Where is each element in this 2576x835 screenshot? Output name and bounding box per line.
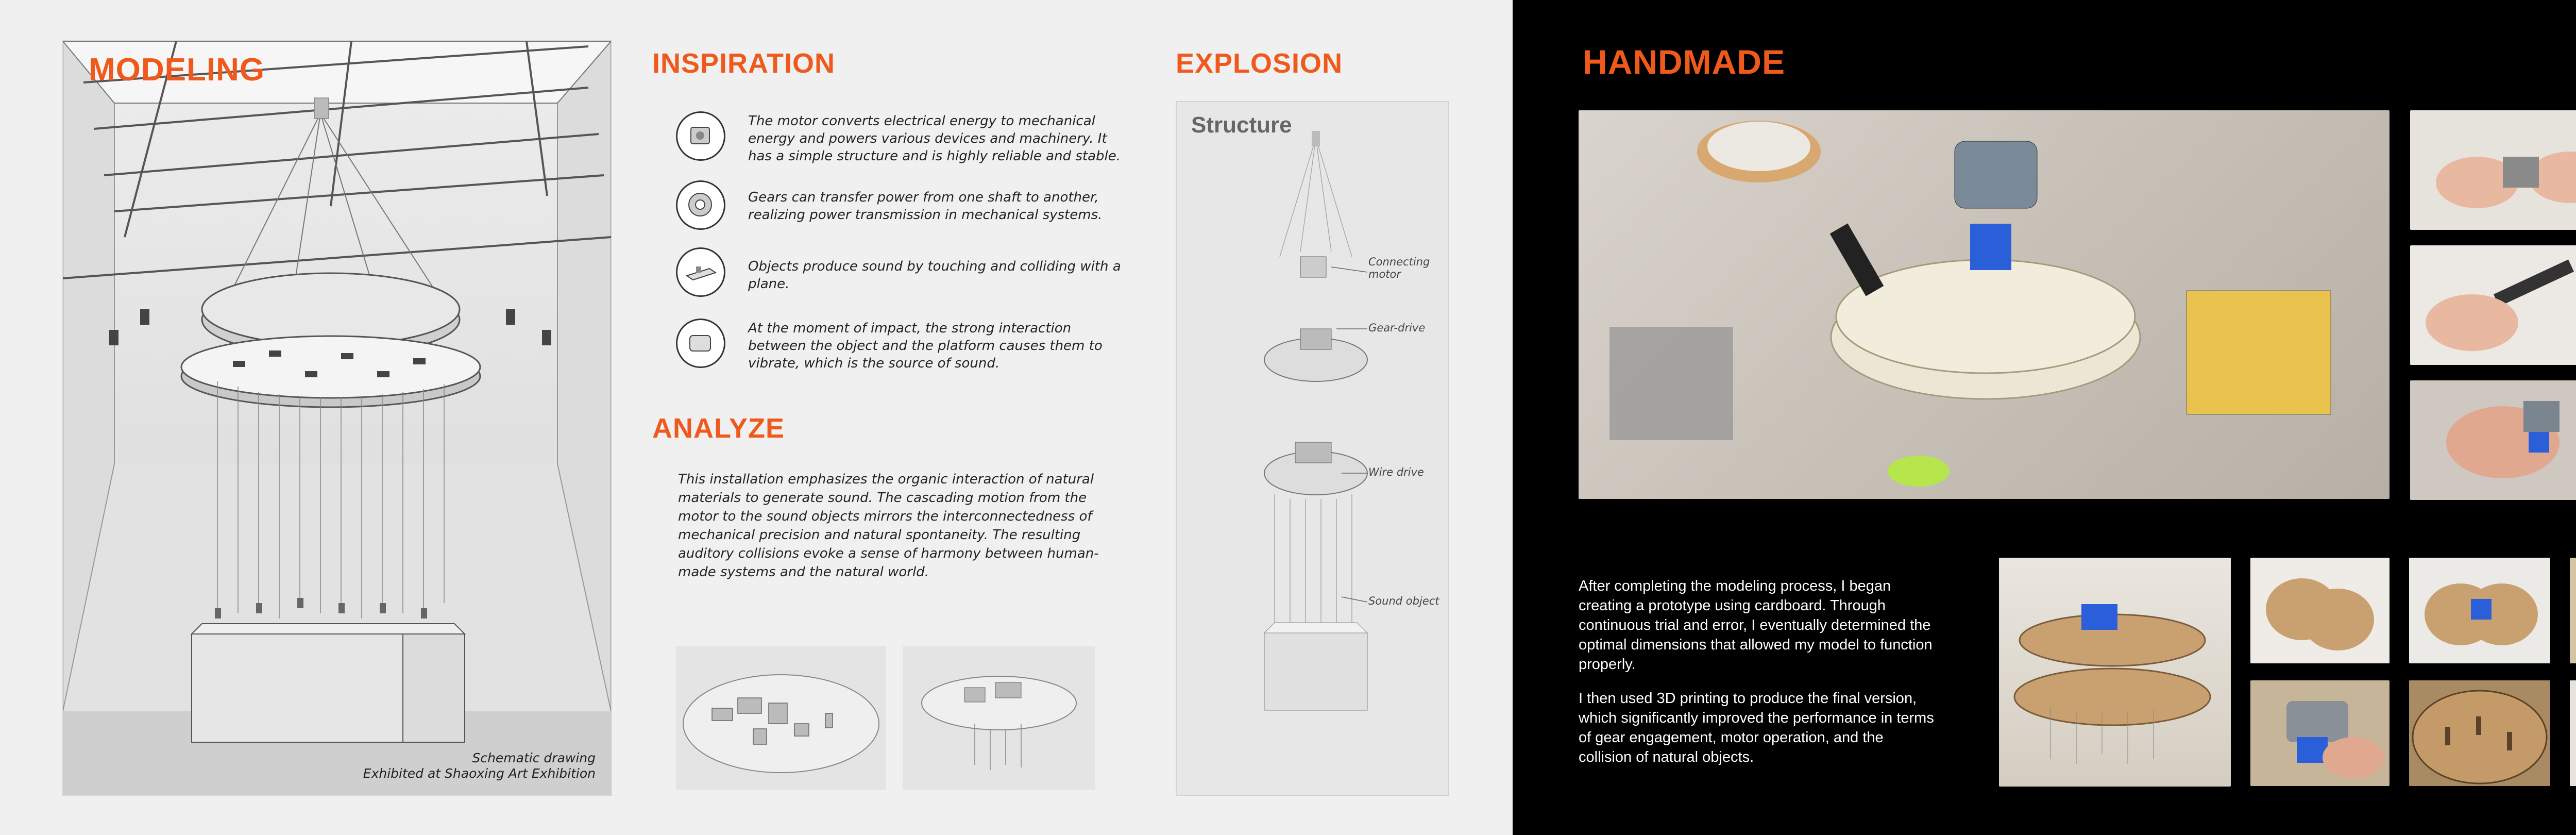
handmade-paragraph-2: I then used 3D printing to produce the final version, which significantly improved the performance in terms of gear engagement, motor operation, and the collision of natural objects. — [1579, 690, 1934, 765]
structure-label: Structure — [1191, 112, 1292, 138]
photo-disc-gear-closeup — [2409, 680, 2550, 786]
caption-line-2: Exhibited at Shaoxing Art Exhibition — [363, 766, 596, 781]
label-wire-drive: Wire drive — [1368, 466, 1424, 478]
photo-cardboard-discs — [2250, 558, 2389, 663]
analyze-image-disc — [903, 646, 1095, 790]
inspiration-title: INSPIRATION — [652, 48, 836, 79]
photo-hands-motor — [2410, 110, 2576, 230]
exploded-view-drawing — [1177, 102, 1448, 795]
explosion-diagram — [1176, 101, 1449, 796]
inspiration-text-3: Objects produce sound by touching and colliding with a plane. — [748, 259, 1121, 292]
plane-collision-icon — [676, 247, 725, 297]
inspiration-text-4: At the moment of impact, the strong interaction between the object and the platform causes them to vibrate, which is the source of sound. — [748, 321, 1103, 371]
photo-two-tier-model — [2570, 680, 2576, 786]
explosion-title: EXPLOSION — [1176, 48, 1343, 79]
impact-block-icon — [676, 319, 725, 368]
photo-blue-gears-discs — [2409, 558, 2550, 663]
label-sound-object: Sound object — [1368, 595, 1439, 607]
inspiration-text-2: Gears can transfer power from one shaft to another, realizing power transmission in mechanical systems. — [748, 190, 1103, 223]
label-gear-drive: Gear-drive — [1368, 322, 1426, 334]
label-connecting-motor: Connecting motor — [1368, 256, 1430, 280]
caption-line-1: Schematic drawing — [472, 750, 596, 765]
gear-icon — [676, 180, 725, 230]
analyze-text: This installation emphasizes the organic interaction of natural materials to generate sound. The cascading motion from the motor to the sound objects mirrors the interconnectedness of mechanical precision and natural spontaneity. The resulting auditory collisions evoke a sense of harmony between human-made systems and the natural world. — [678, 472, 1099, 580]
analyze-image-gears — [676, 646, 886, 790]
gallery-room-drawing — [63, 41, 611, 795]
handmade-title: HANDMADE — [1583, 43, 1785, 81]
inspiration-text-1: The motor converts electrical energy to mechanical energy and powers various devices and machinery. It has a simple structure and is highly reliable and stable. — [748, 113, 1121, 164]
photo-motor-closeup — [2250, 680, 2389, 786]
photo-cardboard-prototype — [1999, 558, 2231, 787]
photo-hands-assembly — [2410, 380, 2576, 500]
photo-screwdriver — [2410, 245, 2576, 365]
modeling-title: MODELING — [89, 52, 265, 88]
motor-icon — [676, 111, 725, 161]
analyze-title: ANALYZE — [652, 413, 785, 444]
right-panel — [1513, 0, 2576, 835]
modeling-caption — [309, 750, 596, 781]
modeling-render — [62, 40, 612, 796]
main-workbench-photo — [1579, 110, 2389, 499]
handmade-paragraph-1: After completing the modeling process, I began creating a prototype using cardboard. Through continuous trial and error, I eventually determined the optimal dimensions that allowed my model to function properly. — [1579, 578, 1933, 673]
photo-cardboard-slots — [2570, 558, 2576, 663]
